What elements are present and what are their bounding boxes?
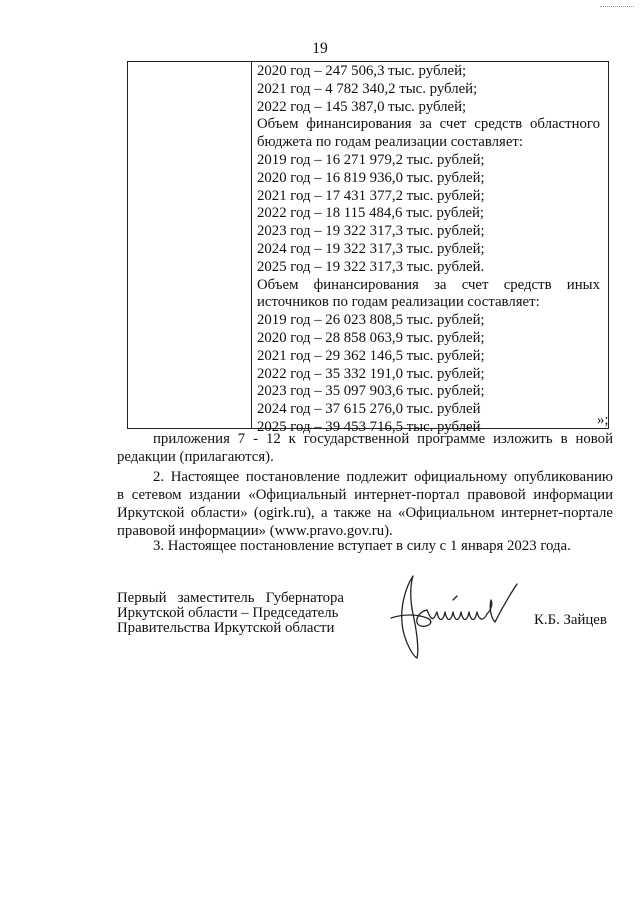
- signer-name: К.Б. Зайцев: [534, 612, 607, 628]
- paragraph-line: 2. Настоящее постановление подлежит официальному опубликованию: [153, 469, 613, 485]
- handwritten-signature: [383, 570, 533, 662]
- funding-line: 2021 год – 17 431 377,2 тыс. рублей;: [257, 187, 485, 204]
- funding-line: Объем финансирования за счет средств иных: [257, 276, 600, 293]
- funding-line: 2019 год – 16 271 979,2 тыс. рублей;: [257, 151, 485, 168]
- funding-line: 2023 год – 35 097 903,6 тыс. рублей;: [257, 383, 485, 400]
- position-line: Иркутской области – Председатель: [117, 605, 339, 621]
- position-line: Правительства Иркутской области: [117, 620, 335, 636]
- paragraph-line: правовой информации» (www.pravo.gov.ru).: [117, 522, 393, 539]
- funding-line: 2025 год – 19 322 317,3 тыс. рублей.: [257, 258, 485, 275]
- funding-line: 2022 год – 145 387,0 тыс. рублей;: [257, 98, 467, 115]
- paragraph-publication: [153, 469, 613, 487]
- paragraph-line: Иркутской области» (ogirk.ru), а также на «Официальном интернет-портале: [117, 504, 613, 521]
- signatory-position: [117, 591, 344, 636]
- funding-line: 2021 год – 4 782 340,2 тыс. рублей;: [257, 80, 478, 97]
- paragraph-effective-date: [153, 538, 613, 556]
- paragraph-publication-cont: [117, 487, 613, 540]
- funding-line: Объем финансирования за счет средств областного: [257, 116, 600, 133]
- paragraph-appendices: [153, 431, 613, 449]
- funding-line: 2022 год – 18 115 484,6 тыс. рублей;: [257, 205, 485, 222]
- corner-dotted-mark: [600, 6, 634, 7]
- funding-line: 2024 год – 19 322 317,3 тыс. рублей;: [257, 240, 485, 257]
- page-number: 19: [312, 40, 328, 57]
- table-right-column: [251, 61, 609, 435]
- funding-line: 2021 год – 29 362 146,5 тыс. рублей;: [257, 347, 485, 364]
- position-line: Первый заместитель Губернатора: [117, 590, 344, 606]
- funding-line: 2019 год – 26 023 808,5 тыс. рублей;: [257, 312, 485, 329]
- funding-line: бюджета по годам реализации составляет:: [257, 134, 523, 151]
- funding-line: 2022 год – 35 332 191,0 тыс. рублей;: [257, 365, 485, 382]
- closing-quote: »;: [597, 412, 609, 428]
- paragraph-line: 3. Настоящее постановление вступает в силу с 1 января 2023 года.: [153, 538, 571, 554]
- table-left-column: [127, 61, 252, 429]
- funding-line: 2024 год – 37 615 276,0 тыс. рублей: [257, 401, 481, 418]
- funding-line: 2020 год – 247 506,3 тыс. рублей;: [257, 63, 467, 79]
- funding-table: [127, 61, 611, 435]
- funding-line: 2020 год – 16 819 936,0 тыс. рублей;: [257, 169, 485, 186]
- funding-cell-text: [257, 63, 600, 437]
- paragraph-line: в сетевом издании «Официальный интернет-портал правовой информации: [117, 487, 613, 503]
- paragraph-line: приложения 7 - 12 к государственной программе изложить в новой: [153, 431, 613, 447]
- funding-line: источников по годам реализации составляет:: [257, 294, 540, 311]
- funding-line: 2023 год – 19 322 317,3 тыс. рублей;: [257, 223, 485, 240]
- paragraph-line: редакции (прилагаются).: [117, 449, 274, 465]
- funding-line: 2025 год – 39 453 716,5 тыс. рублей: [257, 418, 481, 435]
- funding-line: 2020 год – 28 858 063,9 тыс. рублей;: [257, 329, 485, 346]
- paragraph-appendices-cont: [117, 449, 613, 467]
